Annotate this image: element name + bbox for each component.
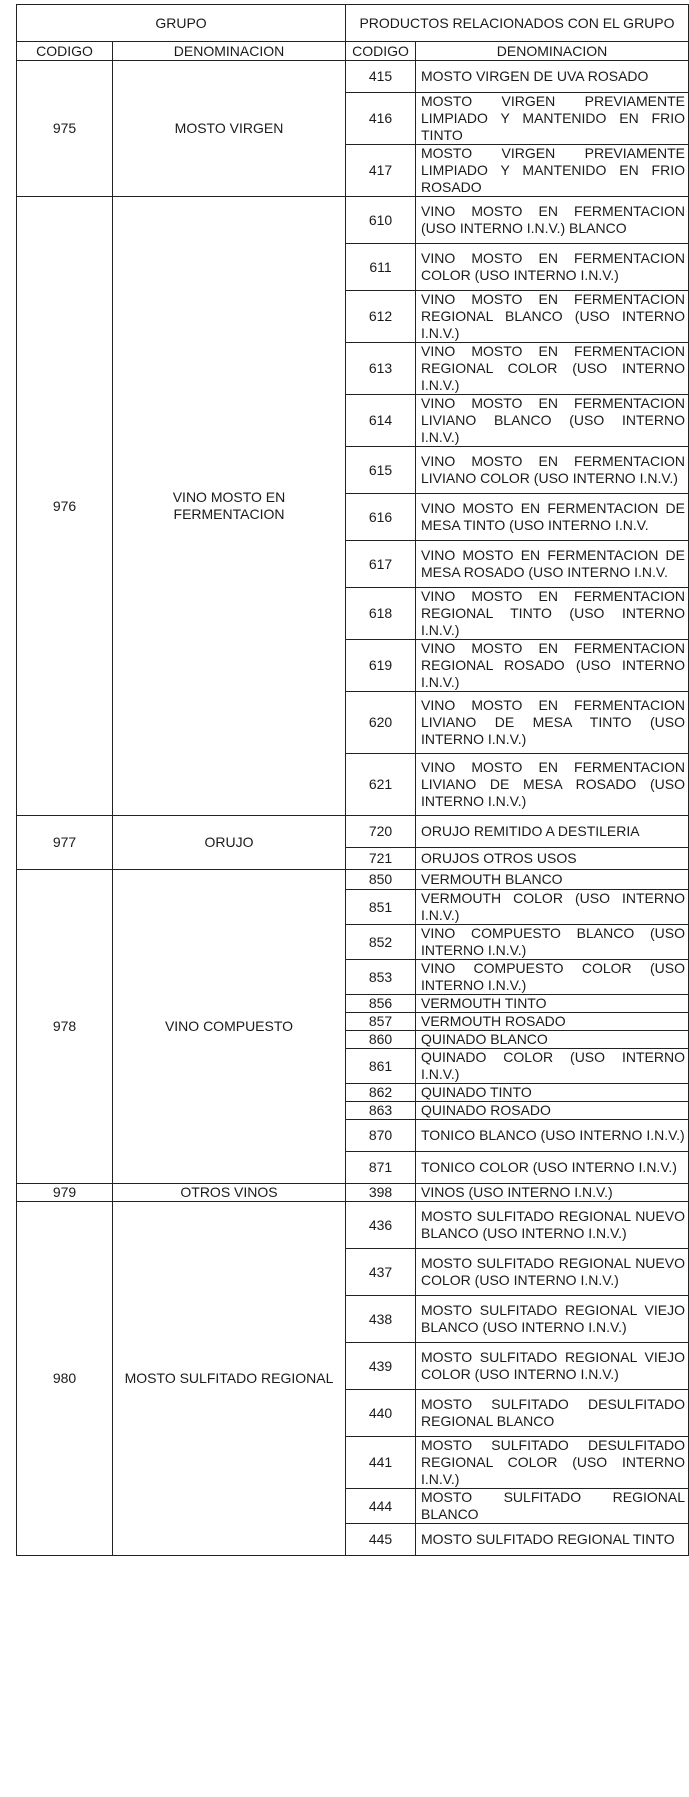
product-name: MOSTO SULFITADO DESULFITADO REGIONAL BLANCO <box>416 1390 689 1437</box>
group-name: MOSTO SULFITADO REGIONAL <box>113 1202 346 1556</box>
product-name: ORUJO REMITIDO A DESTILERIA <box>416 816 689 848</box>
group-code: 976 <box>17 197 113 816</box>
product-code: 612 <box>346 291 416 343</box>
product-name: VINO MOSTO EN FERMENTACION COLOR (USO INTERNO I.N.V.) <box>416 244 689 291</box>
product-code: 861 <box>346 1049 416 1084</box>
header-denominacion-producto: DENOMINACION <box>416 42 689 61</box>
table-body <box>17 61 689 1556</box>
product-code: 415 <box>346 61 416 93</box>
product-group-table-container <box>16 4 688 1556</box>
product-name: VINO MOSTO EN FERMENTACION (USO INTERNO I.N.V.) BLANCO <box>416 197 689 244</box>
product-code: 720 <box>346 816 416 848</box>
group-name: ORUJO <box>113 816 346 870</box>
product-code: 851 <box>346 890 416 925</box>
table-header <box>17 5 689 61</box>
product-name: MOSTO SULFITADO REGIONAL NUEVO COLOR (USO INTERNO I.N.V.) <box>416 1249 689 1296</box>
product-code: 436 <box>346 1202 416 1249</box>
product-code: 398 <box>346 1184 416 1202</box>
header-productos: PRODUCTOS RELACIONADOS CON EL GRUPO <box>346 5 689 42</box>
product-code: 437 <box>346 1249 416 1296</box>
product-code: 416 <box>346 93 416 145</box>
product-name: VINOS (USO INTERNO I.N.V.) <box>416 1184 689 1202</box>
group-name: MOSTO VIRGEN <box>113 61 346 197</box>
product-code: 438 <box>346 1296 416 1343</box>
product-code: 614 <box>346 395 416 447</box>
product-code: 615 <box>346 447 416 494</box>
product-code: 611 <box>346 244 416 291</box>
product-code: 610 <box>346 197 416 244</box>
header-codigo: CODIGO <box>17 42 113 61</box>
product-name: VINO MOSTO EN FERMENTACION LIVIANO BLANCO (USO INTERNO I.N.V.) <box>416 395 689 447</box>
product-code: 852 <box>346 925 416 960</box>
product-code: 621 <box>346 754 416 816</box>
product-code: 862 <box>346 1084 416 1102</box>
product-name: VINO MOSTO EN FERMENTACION REGIONAL TINTO (USO INTERNO I.N.V.) <box>416 588 689 640</box>
product-code: 619 <box>346 640 416 692</box>
product-name: QUINADO BLANCO <box>416 1031 689 1049</box>
product-code: 617 <box>346 541 416 588</box>
product-group-table <box>16 4 689 1556</box>
product-name: MOSTO VIRGEN PREVIAMENTE LIMPIADO Y MANTENIDO EN FRIO TINTO <box>416 93 689 145</box>
product-name: VINO MOSTO EN FERMENTACION LIVIANO COLOR (USO INTERNO I.N.V.) <box>416 447 689 494</box>
product-name: MOSTO VIRGEN PREVIAMENTE LIMPIADO Y MANTENIDO EN FRIO ROSADO <box>416 145 689 197</box>
product-code: 618 <box>346 588 416 640</box>
product-name: ORUJOS OTROS USOS <box>416 848 689 870</box>
group-code: 975 <box>17 61 113 197</box>
product-name: QUINADO ROSADO <box>416 1102 689 1120</box>
header-codigo-producto: CODIGO <box>346 42 416 61</box>
group-name: OTROS VINOS <box>113 1184 346 1202</box>
product-name: VERMOUTH BLANCO <box>416 870 689 890</box>
product-name: VINO COMPUESTO BLANCO (USO INTERNO I.N.V.) <box>416 925 689 960</box>
product-name: TONICO BLANCO (USO INTERNO I.N.V.) <box>416 1120 689 1152</box>
group-name: VINO COMPUESTO <box>113 870 346 1184</box>
product-code: 870 <box>346 1120 416 1152</box>
product-code: 857 <box>346 1013 416 1031</box>
product-name: QUINADO TINTO <box>416 1084 689 1102</box>
product-name: VINO MOSTO EN FERMENTACION DE MESA ROSADO (USO INTERNO I.N.V. <box>416 541 689 588</box>
product-code: 616 <box>346 494 416 541</box>
product-name: VINO MOSTO EN FERMENTACION LIVIANO DE MESA TINTO (USO INTERNO I.N.V.) <box>416 692 689 754</box>
product-code: 444 <box>346 1489 416 1524</box>
product-code: 417 <box>346 145 416 197</box>
product-name: TONICO COLOR (USO INTERNO I.N.V.) <box>416 1152 689 1184</box>
table-row <box>17 61 689 93</box>
table-row <box>17 1202 689 1249</box>
header-grupo: GRUPO <box>17 5 346 42</box>
product-name: VERMOUTH COLOR (USO INTERNO I.N.V.) <box>416 890 689 925</box>
product-name: VINO MOSTO EN FERMENTACION LIVIANO DE MESA ROSADO (USO INTERNO I.N.V.) <box>416 754 689 816</box>
group-code: 979 <box>17 1184 113 1202</box>
product-code: 853 <box>346 960 416 995</box>
product-name: MOSTO VIRGEN DE UVA ROSADO <box>416 61 689 93</box>
product-name: MOSTO SULFITADO REGIONAL NUEVO BLANCO (USO INTERNO I.N.V.) <box>416 1202 689 1249</box>
product-name: MOSTO SULFITADO REGIONAL VIEJO COLOR (USO INTERNO I.N.V.) <box>416 1343 689 1390</box>
product-name: VINO MOSTO EN FERMENTACION REGIONAL BLANCO (USO INTERNO I.N.V.) <box>416 291 689 343</box>
product-code: 620 <box>346 692 416 754</box>
group-code: 978 <box>17 870 113 1184</box>
group-code: 980 <box>17 1202 113 1556</box>
product-code: 445 <box>346 1524 416 1556</box>
product-code: 856 <box>346 995 416 1013</box>
group-code: 977 <box>17 816 113 870</box>
product-name: QUINADO COLOR (USO INTERNO I.N.V.) <box>416 1049 689 1084</box>
product-code: 850 <box>346 870 416 890</box>
product-name: VINO MOSTO EN FERMENTACION REGIONAL COLOR (USO INTERNO I.N.V.) <box>416 343 689 395</box>
product-code: 871 <box>346 1152 416 1184</box>
product-name: MOSTO SULFITADO DESULFITADO REGIONAL COLOR (USO INTERNO I.N.V.) <box>416 1437 689 1489</box>
product-code: 439 <box>346 1343 416 1390</box>
table-row <box>17 816 689 848</box>
product-name: MOSTO SULFITADO REGIONAL BLANCO <box>416 1489 689 1524</box>
product-name: VINO MOSTO EN FERMENTACION DE MESA TINTO (USO INTERNO I.N.V. <box>416 494 689 541</box>
product-code: 613 <box>346 343 416 395</box>
product-name: VERMOUTH ROSADO <box>416 1013 689 1031</box>
header-denominacion: DENOMINACION <box>113 42 346 61</box>
product-name: VERMOUTH TINTO <box>416 995 689 1013</box>
product-name: VINO COMPUESTO COLOR (USO INTERNO I.N.V.) <box>416 960 689 995</box>
product-name: VINO MOSTO EN FERMENTACION REGIONAL ROSADO (USO INTERNO I.N.V.) <box>416 640 689 692</box>
product-name: MOSTO SULFITADO REGIONAL TINTO <box>416 1524 689 1556</box>
product-code: 440 <box>346 1390 416 1437</box>
product-code: 863 <box>346 1102 416 1120</box>
table-row <box>17 197 689 244</box>
table-row <box>17 1184 689 1202</box>
product-name: MOSTO SULFITADO REGIONAL VIEJO BLANCO (USO INTERNO I.N.V.) <box>416 1296 689 1343</box>
group-name: VINO MOSTO EN FERMENTACION <box>113 197 346 816</box>
product-code: 441 <box>346 1437 416 1489</box>
table-row <box>17 870 689 890</box>
product-code: 860 <box>346 1031 416 1049</box>
product-code: 721 <box>346 848 416 870</box>
